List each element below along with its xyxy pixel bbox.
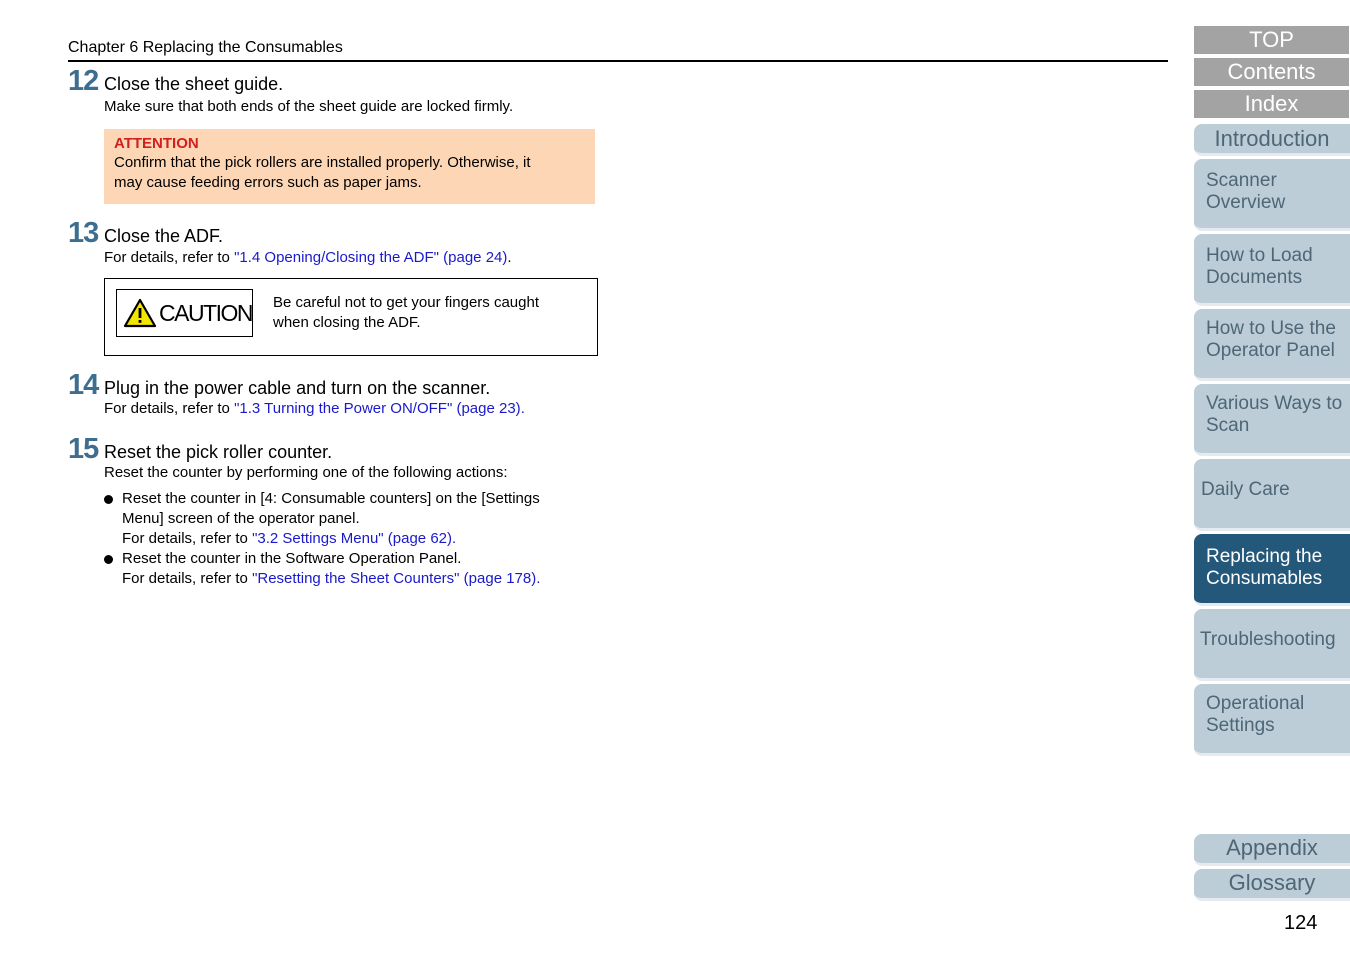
caution-label: CAUTION <box>159 299 252 326</box>
nav-tab-label: Settings <box>1206 715 1275 736</box>
nav-tab-operator-panel[interactable] <box>1194 309 1350 381</box>
nav-tab-scanner-overview[interactable] <box>1194 159 1350 231</box>
bullet-line: Reset the counter in the Software Operation Panel. <box>122 550 462 567</box>
nav-tab-label: How to Use the <box>1206 318 1336 339</box>
link-turning-power-on-off[interactable]: "1.3 Turning the Power ON/OFF" (page 23) <box>234 400 521 417</box>
bullet-ref <box>122 529 540 549</box>
nav-tab-how-to-load-documents[interactable] <box>1194 234 1350 306</box>
nav-tab-operational-settings[interactable] <box>1194 684 1350 756</box>
ref-prefix: For details, refer to <box>104 249 235 266</box>
nav-tab-replacing-consumables[interactable] <box>1194 534 1350 606</box>
nav-tab-daily-care[interactable] <box>1194 459 1350 531</box>
nav-tab-label: Troubleshooting <box>1200 629 1336 650</box>
nav-contents-button[interactable]: Contents <box>1194 58 1349 86</box>
attention-line: Confirm that the pick rollers are installed properly. Otherwise, it <box>114 154 531 171</box>
nav-tab-label: How to Load <box>1206 245 1313 266</box>
step-title: Reset the pick roller counter. <box>104 442 333 462</box>
step-description <box>104 399 525 419</box>
step-title: Close the sheet guide. <box>104 74 284 94</box>
nav-tab-label: Operator Panel <box>1206 340 1335 361</box>
attention-line: may cause feeding errors such as paper jams. <box>114 174 422 191</box>
nav-tab-label: Daily Care <box>1201 479 1290 500</box>
step-title: Close the ADF. <box>104 226 224 246</box>
nav-tab-appendix[interactable] <box>1194 834 1350 866</box>
attention-box <box>104 129 595 204</box>
caution-line: when closing the ADF. <box>273 314 421 331</box>
caution-box <box>104 278 598 356</box>
ref-suffix: . <box>536 570 541 587</box>
step-number: 15 <box>68 433 99 465</box>
step-title: Plug in the power cable and turn on the scanner. <box>104 378 491 398</box>
ref-prefix: For details, refer to <box>104 400 235 417</box>
nav-tab-label: Overview <box>1206 192 1286 213</box>
warning-triangle-icon <box>123 298 157 328</box>
nav-tab-label: Glossary <box>1228 870 1316 895</box>
ref-prefix: For details, refer to <box>122 530 253 547</box>
ref-prefix: For details, refer to <box>122 570 253 587</box>
nav-tab-introduction[interactable] <box>1194 124 1350 156</box>
nav-tab-glossary[interactable] <box>1194 869 1350 901</box>
step-description: Make sure that both ends of the sheet guide are locked firmly. <box>104 98 514 115</box>
bullet-line: Reset the counter in [4: Consumable counters] on the [Settings <box>122 490 540 507</box>
bullet-ref <box>122 569 540 589</box>
step-number: 13 <box>68 217 99 249</box>
step-description: Reset the counter by performing one of the following actions: <box>104 464 508 481</box>
caution-line: Be careful not to get your fingers caught <box>273 294 539 311</box>
nav-tab-label: Appendix <box>1226 835 1318 860</box>
caution-badge <box>116 289 253 337</box>
nav-tab-troubleshooting[interactable] <box>1194 609 1350 681</box>
nav-top-button[interactable]: TOP <box>1194 26 1349 54</box>
step-number: 12 <box>68 65 99 97</box>
nav-tab-label: Operational <box>1206 693 1305 714</box>
nav-index-button[interactable]: Index <box>1194 90 1349 118</box>
nav-tab-label: Replacing the <box>1206 546 1323 567</box>
bullet-line: Menu] screen of the operator panel. <box>122 510 360 527</box>
nav-tab-label: Various Ways to <box>1206 393 1343 414</box>
bullet-icon <box>104 555 113 564</box>
nav-tab-various-ways-to-scan[interactable] <box>1194 384 1350 456</box>
ref-suffix: . <box>520 400 525 417</box>
step-number: 14 <box>68 369 99 401</box>
nav-tab-label: Scan <box>1206 415 1250 436</box>
link-opening-closing-adf[interactable]: "1.4 Opening/Closing the ADF" (page 24) <box>234 249 508 266</box>
caution-text <box>273 293 539 333</box>
nav-tab-label: Introduction <box>1214 126 1330 151</box>
bullet-icon <box>104 495 113 504</box>
nav-tab-label: Documents <box>1206 267 1303 288</box>
chapter-header: Chapter 6 Replacing the Consumables <box>68 38 1168 62</box>
nav-tab-label: Scanner <box>1206 170 1277 191</box>
page-number: 124 <box>1284 912 1318 934</box>
link-settings-menu[interactable]: "3.2 Settings Menu" (page 62) <box>252 530 452 547</box>
link-resetting-sheet-counters[interactable]: "Resetting the Sheet Counters" (page 178) <box>252 570 537 587</box>
attention-label: ATTENTION <box>114 135 199 152</box>
nav-tab-label: Consumables <box>1206 568 1323 589</box>
ref-suffix: . <box>507 249 512 266</box>
ref-suffix: . <box>452 530 457 547</box>
step-description <box>104 248 512 268</box>
